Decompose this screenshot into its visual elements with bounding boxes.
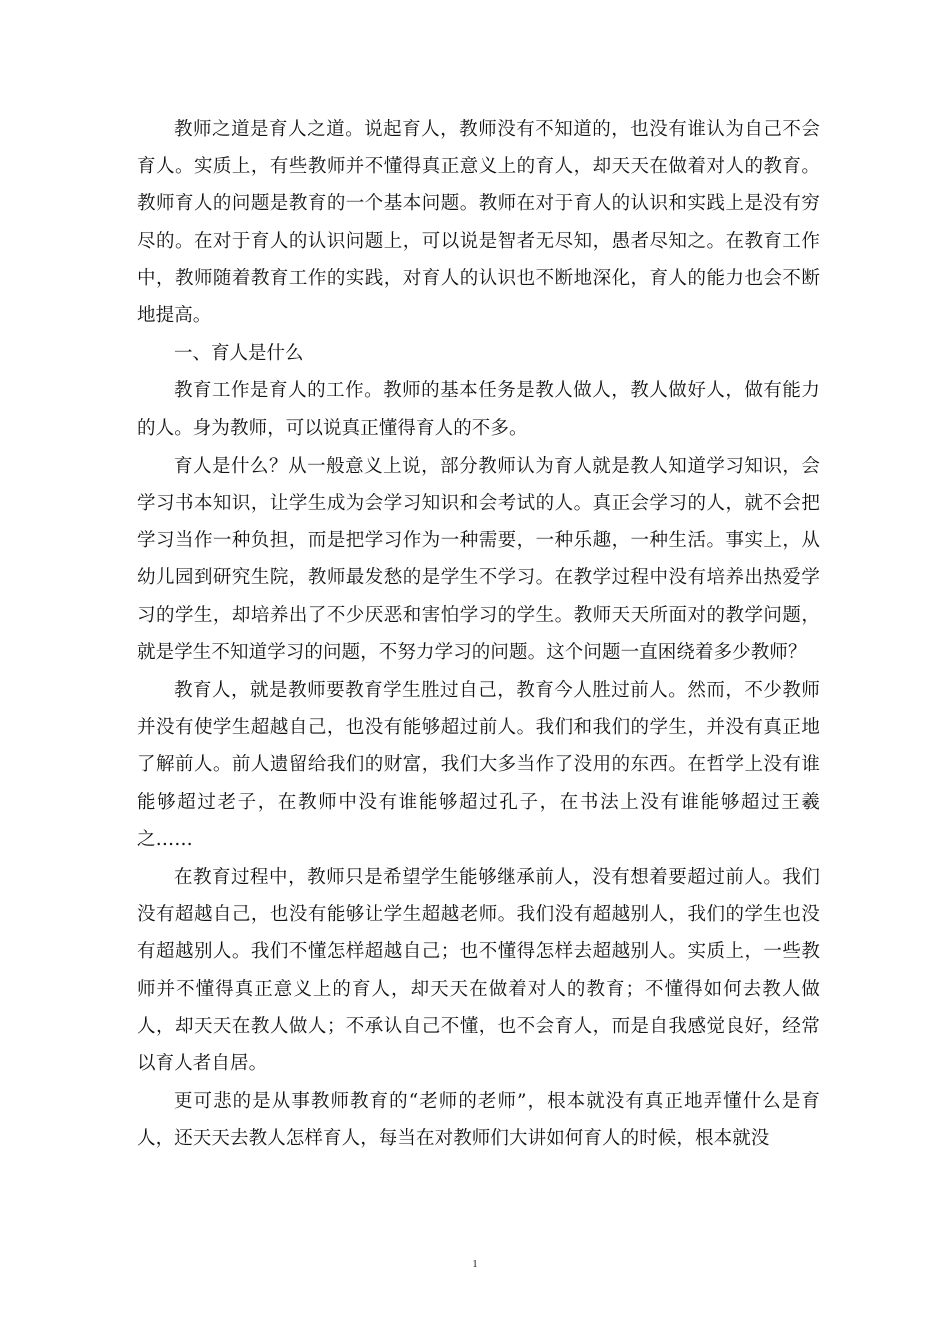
paragraph: 更可悲的是从事教师教育的“老师的老师”，根本就没有真正地弄懂什么是育人，还天天去教人怎样育人，每当在对教师们大讲如何育人的时候，根本就没 [137, 1091, 820, 1150]
paragraph: 教育人，就是教师要教育学生胜过自己，教育今人胜过前人。然而，不少教师并没有使学生超越自己，也没有能够超过前人。我们和我们的学生，并没有真正地了解前人。前人遗留给我们的财富，我们大多当作了没用的东西。在哲学上没有谁能够超过老子，在教师中没有谁能够超过孔子，在书法上没有谁能够超过王羲之…… [137, 680, 820, 850]
page-number: 1 [472, 1258, 478, 1270]
document-body [137, 111, 820, 1158]
paragraph: 教育工作是育人的工作。教师的基本任务是教人做人，教人做好人，做有能力的人。身为教师，可以说真正懂得育人的不多。 [137, 380, 820, 439]
paragraph: 在教育过程中，教师只是希望学生能够继承前人，没有想着要超过前人。我们没有超越自己，也没有能够让学生超越老师。我们没有超越别人，我们的学生也没有超越别人。我们不懂怎样超越自己；也不懂得怎样去超越别人。实质上，一些教师并不懂得真正意义上的育人，却天天在做着对人的教育；不懂得如何去教人做人，却天天在教人做人；不承认自己不懂，也不会育人，而是自我感觉良好，经常以育人者自居。 [137, 867, 820, 1075]
paragraph-intro: 教师之道是育人之道。说起育人，教师没有不知道的，也没有谁认为自己不会育人。实质上，有些教师并不懂得真正意义上的育人，却天天在做着对人的教育。教师育人的问题是教育的一个基本问题。教师在对于育人的认识和实践上是没有穷尽的。在对于育人的认识问题上，可以说是智者无尽知，愚者尽知之。在教育工作中，教师随着教育工作的实践，对育人的认识也不断地深化，育人的能力也会不断地提高。 [137, 119, 820, 327]
paragraph: 育人是什么？从一般意义上说，部分教师认为育人就是教人知道学习知识，会学习书本知识，让学生成为会学习知识和会考试的人。真正会学习的人，就不会把学习当作一种负担，而是把学习作为一种需要，一种乐趣，一种生活。事实上，从幼儿园到研究生院，教师最发愁的是学生不学习。在教学过程中没有培养出热爱学习的学生，却培养出了不少厌恶和害怕学习的学生。教师天天所面对的教学问题，就是学生不知道学习的问题，不努力学习的问题。这个问题一直困绕着多少教师？ [137, 455, 820, 663]
section-heading: 一、育人是什么 [174, 343, 304, 365]
